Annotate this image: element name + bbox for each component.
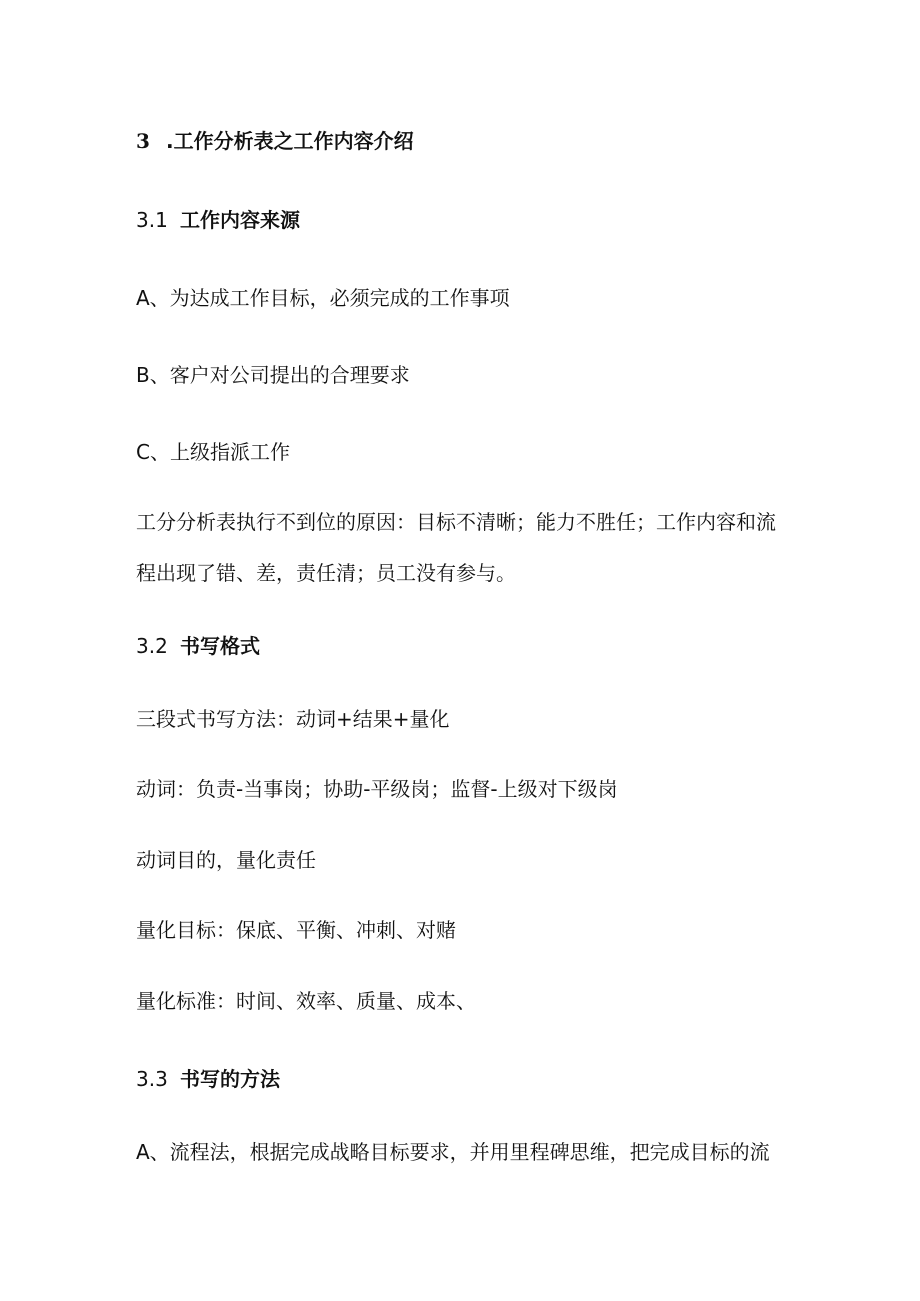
list-item-a: A、为达成工作目标，必须完成的工作事项 [136, 286, 510, 310]
section-number: 3.2 [136, 634, 168, 658]
section-heading-3-3 [136, 1065, 280, 1093]
list-item-c: C、上级指派工作 [136, 440, 290, 464]
section-title: 书写的方法 [180, 1067, 280, 1091]
section-title: 书写格式 [180, 634, 260, 658]
section-number: 3.1 [136, 208, 168, 232]
section-title: 工作内容来源 [180, 208, 300, 232]
quantified-standards: 量化标准：时间、效率、质量、成本、 [136, 989, 476, 1013]
section-number: 3.3 [136, 1067, 168, 1091]
list-item-b: B、客户对公司提出的合理要求 [136, 363, 410, 387]
format-method: 三段式书写方法：动词+结果+量化 [136, 707, 450, 731]
verb-purpose: 动词目的，量化责任 [136, 848, 316, 872]
section-heading-3-2 [136, 632, 260, 660]
chapter-heading [136, 127, 414, 155]
method-item-a: A、流程法，根据完成战略目标要求，并用里程碑思维，把完成目标的流 [136, 1140, 770, 1164]
quantified-goals: 量化目标：保底、平衡、冲刺、对赌 [136, 918, 456, 942]
chapter-number: 3 [136, 129, 150, 153]
paragraph-line-2: 程出现了错、差，责任清；员工没有参与。 [136, 561, 516, 585]
verb-definitions: 动词：负责-当事岗；协助-平级岗；监督-上级对下级岗 [136, 777, 618, 801]
section-heading-3-1 [136, 206, 300, 234]
paragraph-line-1: 工分分析表执行不到位的原因：目标不清晰；能力不胜任；工作内容和流 [136, 510, 776, 534]
chapter-title: .工作分析表之工作内容介绍 [166, 129, 414, 153]
